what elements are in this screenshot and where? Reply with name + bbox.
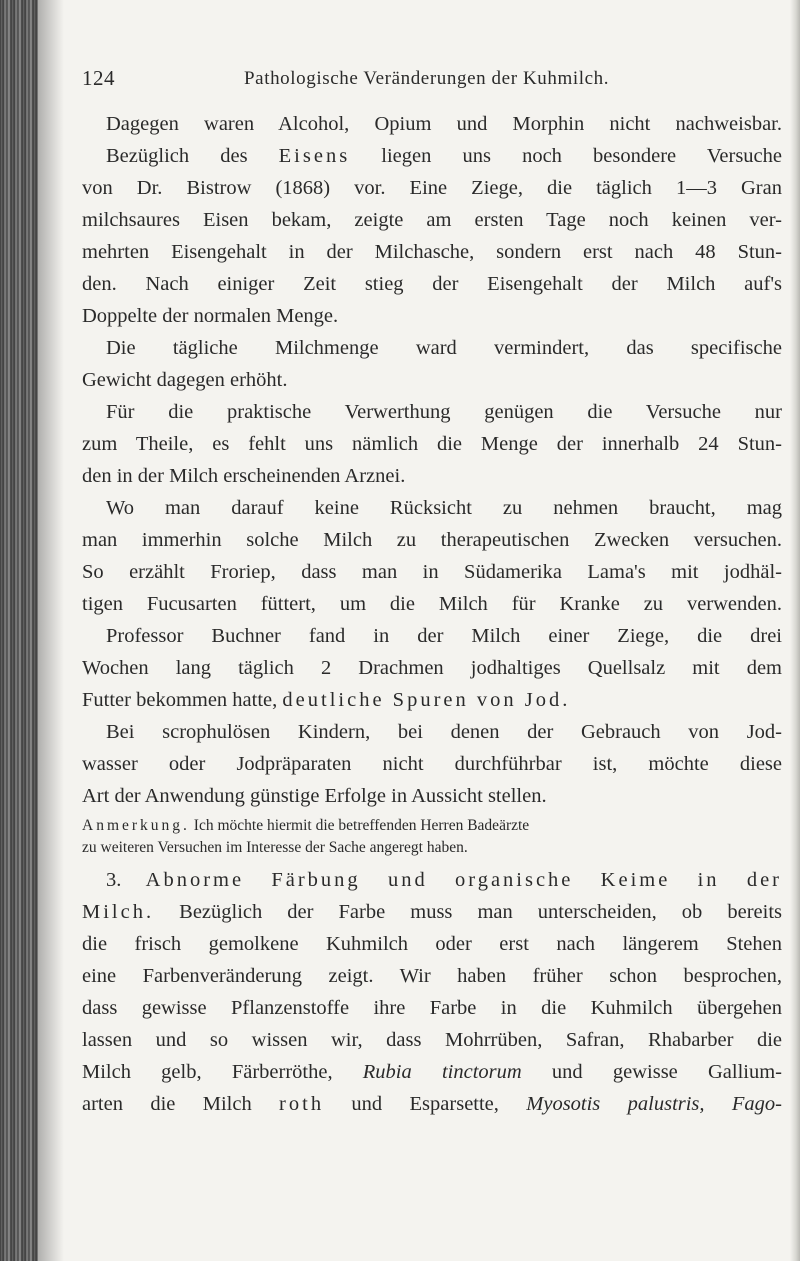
italic-term: Rubia tinctorum xyxy=(362,1061,522,1083)
text-line: lassen und so wissen wir, dass Mohrrüben, Safran, Rhabarber die xyxy=(82,1029,782,1051)
page-number: 124 xyxy=(82,66,115,90)
text-line: milchsaures Eisen bekam, zeigte am ersten Tage noch keinen ver- xyxy=(82,209,782,231)
spaced-emphasis: deutliche Spuren von Jod. xyxy=(282,689,571,711)
text-line: tigen Fucusarten füttert, um die Milch für Kranke zu verwenden. xyxy=(82,593,782,615)
spaced-emphasis: Milch. xyxy=(82,901,155,923)
text-line: So erzählt Froriep, dass man in Südamerika Lama's mit jodhäl- xyxy=(82,561,782,583)
text-line: von Dr. Bistrow (1868) vor. Eine Ziege, die täglich 1—3 Gran xyxy=(82,177,782,199)
text-line: die frisch gemolkene Kuhmilch oder erst nach längerem Stehen xyxy=(82,933,782,955)
text-line: wasser oder Jodpräparaten nicht durchführbar ist, möchte diese xyxy=(82,753,782,775)
text-line: Bei scrophulösen Kindern, bei denen der Gebrauch von Jod- xyxy=(106,721,782,743)
spaced-emphasis: roth xyxy=(279,1093,325,1115)
page-header xyxy=(0,66,800,96)
text-line: dass gewisse Pflanzenstoffe ihre Farbe in die Kuhmilch übergehen xyxy=(82,997,782,1019)
text-line: Milch gelb, Färberröthe, Rubia tinctorum und gewisse Gallium- xyxy=(82,1061,782,1083)
page-edge xyxy=(790,0,800,1261)
text-line: Milch. Bezüglich der Farbe muss man unterscheiden, ob bereits xyxy=(82,901,782,923)
text-line: den. Nach einiger Zeit stieg der Eisengehalt der Milch auf's xyxy=(82,273,782,295)
spaced-emphasis: Abnorme Färbung und organische Keime in der xyxy=(145,869,782,891)
gutter-fade xyxy=(38,0,64,1261)
body-text xyxy=(82,108,782,1120)
section-heading-line: 3. Abnorme Färbung und organische Keime in der xyxy=(106,869,782,891)
text-line: mehrten Eisengehalt in der Milchasche, sondern erst nach 48 Stun- xyxy=(82,241,782,263)
text-line: Gewicht dagegen erhöht. xyxy=(82,369,288,391)
footnote-line: Anmerkung. Ich möchte hiermit die betreffenden Herren Badeärzte xyxy=(82,817,530,834)
italic-term: Myosotis palustris, Fago- xyxy=(526,1093,782,1115)
text-line: Bezüglich des Eisens liegen uns noch besondere Versuche xyxy=(106,145,782,167)
text-line: Art der Anwendung günstige Erfolge in Aussicht stellen. xyxy=(82,785,547,807)
text-line: Dagegen waren Alcohol, Opium und Morphin nicht nachweisbar. xyxy=(106,113,782,135)
spaced-emphasis: Anmerkung. xyxy=(82,817,190,834)
text-line: Wo man darauf keine Rücksicht zu nehmen braucht, mag xyxy=(106,497,782,519)
text-line: Professor Buchner fand in der Milch einer Ziege, die drei xyxy=(106,625,782,647)
text-line: eine Farbenveränderung zeigt. Wir haben früher schon besprochen, xyxy=(82,965,782,987)
spaced-emphasis: Eisens xyxy=(278,145,351,167)
text-line: zum Theile, es fehlt uns nämlich die Menge der innerhalb 24 Stun- xyxy=(82,433,782,455)
running-title: Pathologische Veränderungen der Kuhmilch. xyxy=(244,68,610,89)
text-line: Doppelte der normalen Menge. xyxy=(82,305,339,327)
text-line: Wochen lang täglich 2 Drachmen jodhaltiges Quellsalz mit dem xyxy=(82,657,782,679)
footnote-line: zu weiteren Versuchen im Interesse der Sache angeregt haben. xyxy=(82,839,468,856)
book-binding-shadow xyxy=(0,0,38,1261)
text-line: Die tägliche Milchmenge ward vermindert, das specifische xyxy=(106,337,782,359)
text-line: Futter bekommen hatte, deutliche Spuren von Jod. xyxy=(82,689,571,711)
text-line: arten die Milch roth und Esparsette, Myosotis palustris, Fago- xyxy=(82,1093,782,1115)
text-line: man immerhin solche Milch zu therapeutischen Zwecken versuchen. xyxy=(82,529,782,551)
text-line: den in der Milch erscheinenden Arznei. xyxy=(82,465,406,487)
text-line: Für die praktische Verwerthung genügen die Versuche nur xyxy=(106,401,782,423)
